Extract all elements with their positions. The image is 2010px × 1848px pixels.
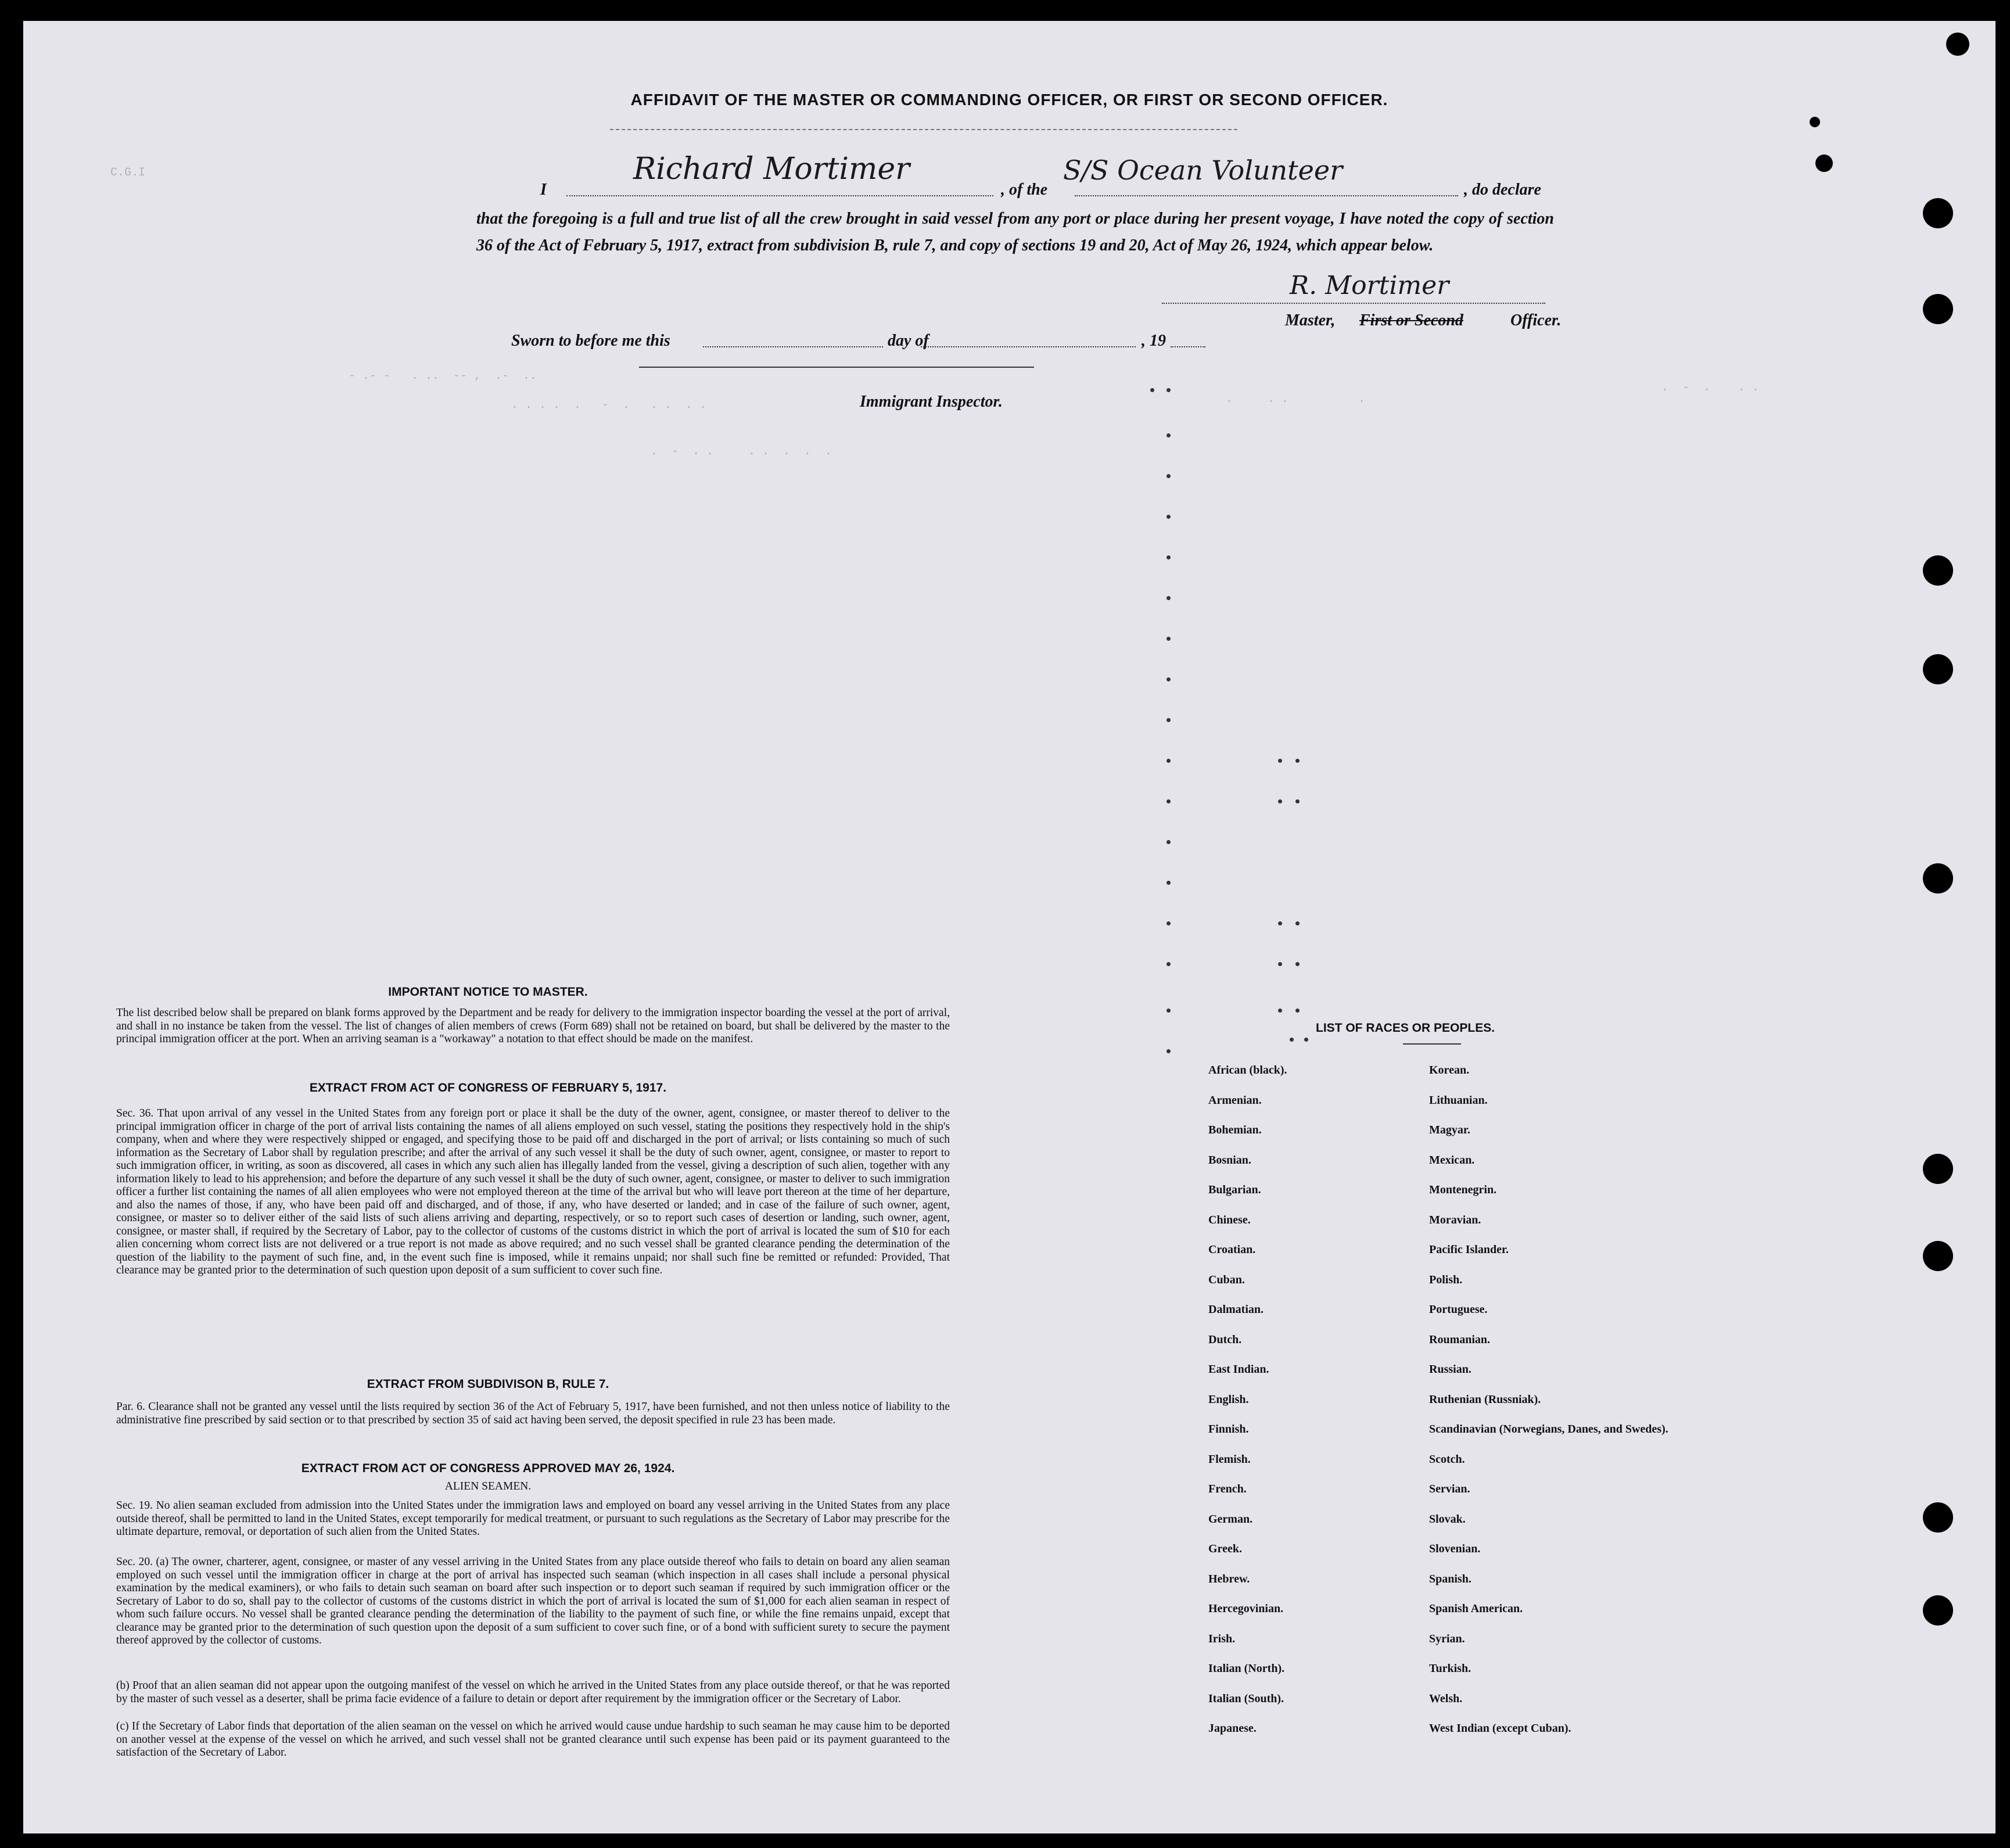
race-item: Hebrew.	[1208, 1572, 1250, 1585]
race-item: Bohemian.	[1208, 1124, 1262, 1136]
race-item: Slovenian.	[1429, 1542, 1481, 1555]
signature-caption-master: Master,	[1285, 311, 1336, 329]
declaration-text: that the foregoing is a full and true list of all the crew brought in said vessel from any port or place during her present voyage, I have noted the copy of section 36 of the Act of February 5, 1917, extract from subdivision B, rule 7, and copy of sections 19 and 20, Act of May 26, 1924, which appear below.	[476, 210, 1554, 254]
signature-caption-struck: First or Second	[1359, 311, 1463, 329]
race-item: Dalmatian.	[1208, 1303, 1264, 1316]
race-item: English.	[1208, 1393, 1249, 1406]
race-item: Servian.	[1429, 1483, 1470, 1495]
race-item: Italian (North).	[1208, 1662, 1285, 1675]
inspector-caption: Immigrant Inspector.	[860, 393, 1003, 411]
vessel-name-handwritten: S/S Ocean Volunteer	[1063, 155, 1343, 186]
act-1924-heading: EXTRACT FROM ACT OF CONGRESS APPROVED MAY 26, 1924.	[301, 1462, 675, 1475]
of-the-label: , of the	[1001, 181, 1048, 199]
race-item: Pacific Islander.	[1429, 1243, 1509, 1256]
notice-body: The list described below shall be prepared on blank forms approved by the Department and be ready for delivery to the immigration inspector boarding the vessel at the port of arrival, and shall in no instance be taken from the vessel. The list of changes of alien members of crews (Form 689) shall not be retained on board, but shall be delivered by the master to the principal immigration officer at the port. When an arriving seaman is a "workaway" a notation to that effect should be made on the manifest.	[116, 1007, 950, 1045]
act-1917-body: Sec. 36. That upon arrival of any vessel in the United States from any foreign port or place it shall be the duty of the owner, agent, consignee, or master thereof to deliver to the principal immigration officer in charge of the port of arrival lists containing the names of all aliens employed on such vessel, stating the positions they respectively hold in the ship's company, when and where they were respectively shipped or engaged, and specifying those to be paid off and discharged in the port of arrival; or lists containing so much of such information as the Secretary of Labor shall by regulation prescribe; and after the arrival of any such vessel it shall be the duty of such owner, agent, consignee, or master to report to such immigration officer, in writing, as soon as discovered, all cases in which any such alien has illegally landed from the vessel, giving a description of such alien, together with any information likely to lead to his apprehension; and before the departure of any such vessel it shall be the duty of such owner, agent, consignee, or master to deliver to such immigration officer a further list containing the names of all alien employees who were not employed thereon at the time of the arrival but who will leave port thereon at the time of her departure, and also the names of those, if any, who have been paid off and discharged, and of those, if any, who have deserted or landed; and in case of the failure of such owner, agent, consignee, or master so to deliver either of the said lists of such aliens arriving and departing, respectively, or so to report such cases of desertion or landing, such owner, agent, consignee, or master shall, if required by the Secretary of Labor, pay to the collector of customs of the customs district in which the port of arrival is located the sum of $10 for each alien concerning whom correct lists are not delivered or a true report is not made as above required; and no such vessel shall be granted clearance pending the determination of the question of the liability to the payment of such fine, and, in the event such fine is imposed, while it remains unpaid; nor shall such fine be remitted or refunded: Provided, That clearance may be granted prior to the determination of such question upon deposit of a sum sufficient to cover such fine.	[116, 1107, 950, 1276]
signature-handwritten: R. Mortimer	[1290, 271, 1449, 300]
bleed-text: . . . . . - . . . . .	[511, 399, 707, 412]
race-item: German.	[1208, 1512, 1253, 1526]
races-heading: LIST OF RACES OR PEOPLES.	[1316, 1021, 1495, 1035]
bleed-text: . - . . . . . . .	[651, 445, 832, 458]
race-item: Lithuanian.	[1429, 1093, 1488, 1107]
affidavit-title: AFFIDAVIT OF THE MASTER OR COMMANDING OFFICER, OR FIRST OR SECOND OFFICER.	[630, 91, 1388, 109]
race-item: Syrian.	[1429, 1632, 1465, 1645]
sec-20c-text: (c) If the Secretary of Labor finds that deportation of the alien seaman on the vessel on which he arrived would cause undue hardship to such seaman he may cause him to be deported on another vessel at the expense of the vessel on which he arrived, and such vessel shall not be granted clearance until such expense has been paid or its payment guaranteed to the satisfaction of the Secretary of Labor.	[116, 1720, 950, 1759]
master-name-handwritten: Richard Mortimer	[633, 152, 910, 186]
race-item: Greek.	[1208, 1542, 1242, 1555]
race-item: Hercegovinian.	[1208, 1602, 1284, 1615]
race-item: Finnish.	[1208, 1423, 1249, 1436]
race-item: West Indian (except Cuban).	[1429, 1722, 1571, 1735]
race-item: Italian (South).	[1208, 1692, 1284, 1705]
race-item: Dutch.	[1208, 1333, 1242, 1346]
sec-19-text: Sec. 19. No alien seaman excluded from admission into the United States under the immigration laws and employed on board any vessel arriving in the United States from any place outside thereof, shall be permitted to land in the United States, except temporarily for medical treatment, or pursuant to such regulations as the Secretary of Labor may prescribe for the ultimate departure, removal, or deportation of such alien from the United States.	[116, 1499, 950, 1538]
bleed-text: . - . . .	[1661, 381, 1760, 394]
do-declare-label: , do declare	[1464, 181, 1541, 199]
subdivision-b-body: Par. 6. Clearance shall not be granted any vessel until the lists required by section 36 of the Act of February 5, 1917, have been furnished, and not then unless notice of liability to the administrative fine prescribed by said section or to that prescribed by section 35 of said act having been served, the deposit specified in rule 23 has been made.	[116, 1401, 950, 1426]
race-item: Ruthenian (Russniak).	[1429, 1393, 1541, 1406]
act-1917-heading: EXTRACT FROM ACT OF CONGRESS OF FEBRUARY 5, 1917.	[309, 1081, 667, 1095]
signature-caption-officer: Officer.	[1510, 311, 1562, 329]
race-item: Flemish.	[1208, 1452, 1251, 1466]
race-item: Chinese.	[1208, 1213, 1251, 1226]
bleed-text: C.G.I	[110, 166, 146, 180]
race-item: Korean.	[1429, 1064, 1470, 1076]
race-item: Spanish American.	[1429, 1602, 1523, 1615]
manifest-page	[23, 21, 1995, 1833]
alien-seamen-subheading: ALIEN SEAMEN.	[444, 1480, 532, 1492]
race-item: Mexican.	[1429, 1153, 1475, 1167]
sec-20a-text: Sec. 20. (a) The owner, charterer, agent, consignee, or master of any vessel arriving in the United States from any place outside thereof who fails to detain on board any alien seaman employed on such vessel until the immigration officer in charge at the port of arrival has inspected such seaman (which inspection in all cases shall include a personal physical examination by the medical examiners), or who fails to detain such seaman on board after such inspection or to deport such seaman if required by such immigration officer or the Secretary of Labor to do so, shall pay to the collector of customs of the customs district in which the port of arrival is located the sum of $1,000 for each alien seaman in respect of whom such failure occurs. No vessel shall be granted clearance pending the determination of the liability to the payment of such fine, or while the fine remains unpaid, except that clearance may be granted prior to the determination of such question upon the deposit of a sum sufficient to cover such fine, or of a bond with sufficient surety to secure the payment thereof approved by the collector of customs.	[116, 1556, 950, 1646]
affidavit-i: I	[540, 181, 547, 199]
race-item: Bulgarian.	[1208, 1183, 1261, 1196]
race-item: Cuban.	[1208, 1273, 1245, 1286]
race-item: Polish.	[1429, 1273, 1463, 1286]
race-item: Portuguese.	[1429, 1303, 1488, 1316]
race-item: French.	[1208, 1483, 1247, 1495]
race-item: Magyar.	[1429, 1124, 1470, 1136]
races-column-left	[1208, 1064, 1287, 1752]
race-item: Bosnian.	[1208, 1153, 1251, 1167]
race-item: Turkish.	[1429, 1662, 1471, 1675]
race-item: Russian.	[1429, 1363, 1471, 1376]
sec-20b-text: (b) Proof that an alien seaman did not appear upon the outgoing manifest of the vessel on which he arrived in the United States from any place outside thereof, or that he was reported by the master of such vessel as a deserter, shall be prima facie evidence of a failure to detain or deport after requirement by the immigration officer or the Secretary of Labor.	[116, 1680, 950, 1705]
race-item: Japanese.	[1208, 1722, 1257, 1735]
notice-heading: IMPORTANT NOTICE TO MASTER.	[388, 985, 588, 999]
race-item: Montenegrin.	[1429, 1183, 1497, 1196]
race-item: Croatian.	[1208, 1243, 1256, 1256]
race-item: Irish.	[1208, 1632, 1236, 1645]
races-column-right	[1429, 1064, 1668, 1752]
race-item: Welsh.	[1429, 1692, 1463, 1705]
race-item: Slovak.	[1429, 1512, 1466, 1526]
race-item: Spanish.	[1429, 1572, 1471, 1585]
race-item: African (black).	[1208, 1064, 1287, 1076]
sworn-label: Sworn to before me this	[511, 332, 670, 350]
race-item: Scotch.	[1429, 1452, 1465, 1466]
race-item: East Indian.	[1208, 1363, 1269, 1376]
race-item: Scandinavian (Norwegians, Danes, and Swedes).	[1429, 1423, 1668, 1436]
race-item: Armenian.	[1208, 1093, 1262, 1107]
bleed-text: - .- - . .. -- , .- ..	[349, 369, 537, 383]
race-item: Roumanian.	[1429, 1333, 1491, 1346]
day-of-label: day of	[888, 332, 929, 350]
year-prefix: , 19	[1142, 332, 1166, 350]
subdivision-b-heading: EXTRACT FROM SUBDIVISON B, RULE 7.	[367, 1377, 609, 1391]
race-item: Moravian.	[1429, 1213, 1481, 1226]
bleed-text: . . . .	[1226, 393, 1366, 406]
